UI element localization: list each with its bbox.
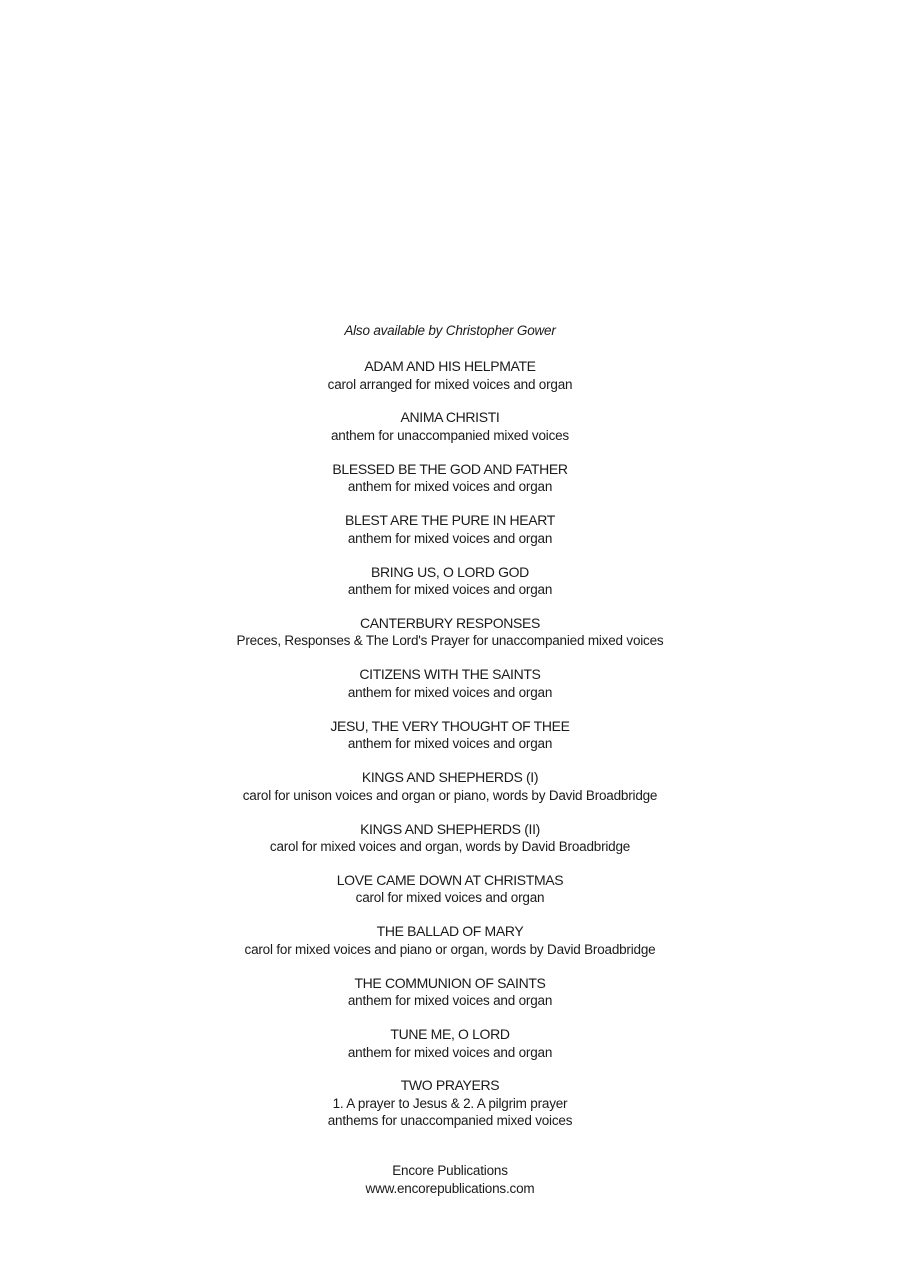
work-description: carol for mixed voices and organ, words by David Broadbridge: [269, 839, 631, 855]
work-entry: [0, 1077, 900, 1147]
work-entry: [0, 821, 900, 872]
works-list: [0, 358, 900, 1147]
work-entry: [0, 872, 900, 923]
work-entry: [0, 564, 900, 615]
work-title: BLEST ARE THE PURE IN HEART: [345, 512, 555, 529]
work-title: KINGS AND SHEPHERDS (I): [361, 769, 539, 786]
work-title: BLESSED BE THE GOD AND FATHER: [332, 460, 568, 477]
work-description: carol for mixed voices and organ: [355, 890, 545, 906]
work-entry: [0, 461, 900, 512]
work-entry: [0, 975, 900, 1026]
work-title: ANIMA CHRISTI: [400, 409, 500, 426]
work-title: CANTERBURY RESPONSES: [360, 614, 540, 631]
work-title: TUNE ME, O LORD: [390, 1026, 510, 1043]
work-entry: [0, 358, 900, 409]
work-entry: [0, 512, 900, 563]
work-entry: [0, 615, 900, 666]
work-entry: [0, 718, 900, 769]
work-description: anthem for mixed voices and organ: [347, 1044, 553, 1060]
work-description: carol for mixed voices and piano or organ, words by David Broadbridge: [244, 941, 656, 957]
work-title: THE COMMUNION OF SAINTS: [354, 974, 546, 991]
work-title: ADAM AND HIS HELPMATE: [364, 358, 536, 374]
work-description: anthems for unaccompanied mixed voices: [327, 1113, 573, 1129]
catalogue-heading: Also available by Christopher Gower: [344, 323, 556, 338]
work-title: THE BALLAD OF MARY: [376, 923, 524, 940]
publisher-name: Encore Publications: [392, 1163, 508, 1178]
work-description: anthem for mixed voices and organ: [347, 736, 553, 752]
work-entry: [0, 666, 900, 717]
work-description: 1. A prayer to Jesus & 2. A pilgrim prayer: [332, 1095, 568, 1111]
work-description: anthem for mixed voices and organ: [347, 582, 553, 598]
publisher-website[interactable]: www.encorepublications.com: [365, 1180, 535, 1196]
work-description: anthem for mixed voices and organ: [347, 684, 553, 700]
work-description: anthem for unaccompanied mixed voices: [331, 427, 569, 443]
work-description: anthem for mixed voices and organ: [347, 530, 553, 546]
work-title: KINGS AND SHEPHERDS (II): [360, 820, 540, 837]
work-entry: [0, 923, 900, 974]
work-title: BRING US, O LORD GOD: [371, 563, 529, 580]
work-entry: [0, 769, 900, 820]
work-description: anthem for mixed voices and organ: [347, 993, 553, 1009]
work-description: anthem for mixed voices and organ: [347, 479, 553, 495]
work-entry: [0, 409, 900, 460]
work-title: CITIZENS WITH THE SAINTS: [359, 666, 541, 683]
work-entry: [0, 1026, 900, 1077]
work-description: carol arranged for mixed voices and organ: [327, 376, 573, 392]
work-title: JESU, THE VERY THOUGHT OF THEE: [330, 717, 570, 734]
work-title: TWO PRAYERS: [400, 1077, 500, 1094]
work-description: carol for unison voices and organ or piano, words by David Broadbridge: [242, 787, 658, 803]
work-title: LOVE CAME DOWN AT CHRISTMAS: [336, 871, 564, 888]
work-description: Preces, Responses & The Lord's Prayer for unaccompanied mixed voices: [236, 633, 664, 649]
publisher-block: [0, 1162, 900, 1197]
